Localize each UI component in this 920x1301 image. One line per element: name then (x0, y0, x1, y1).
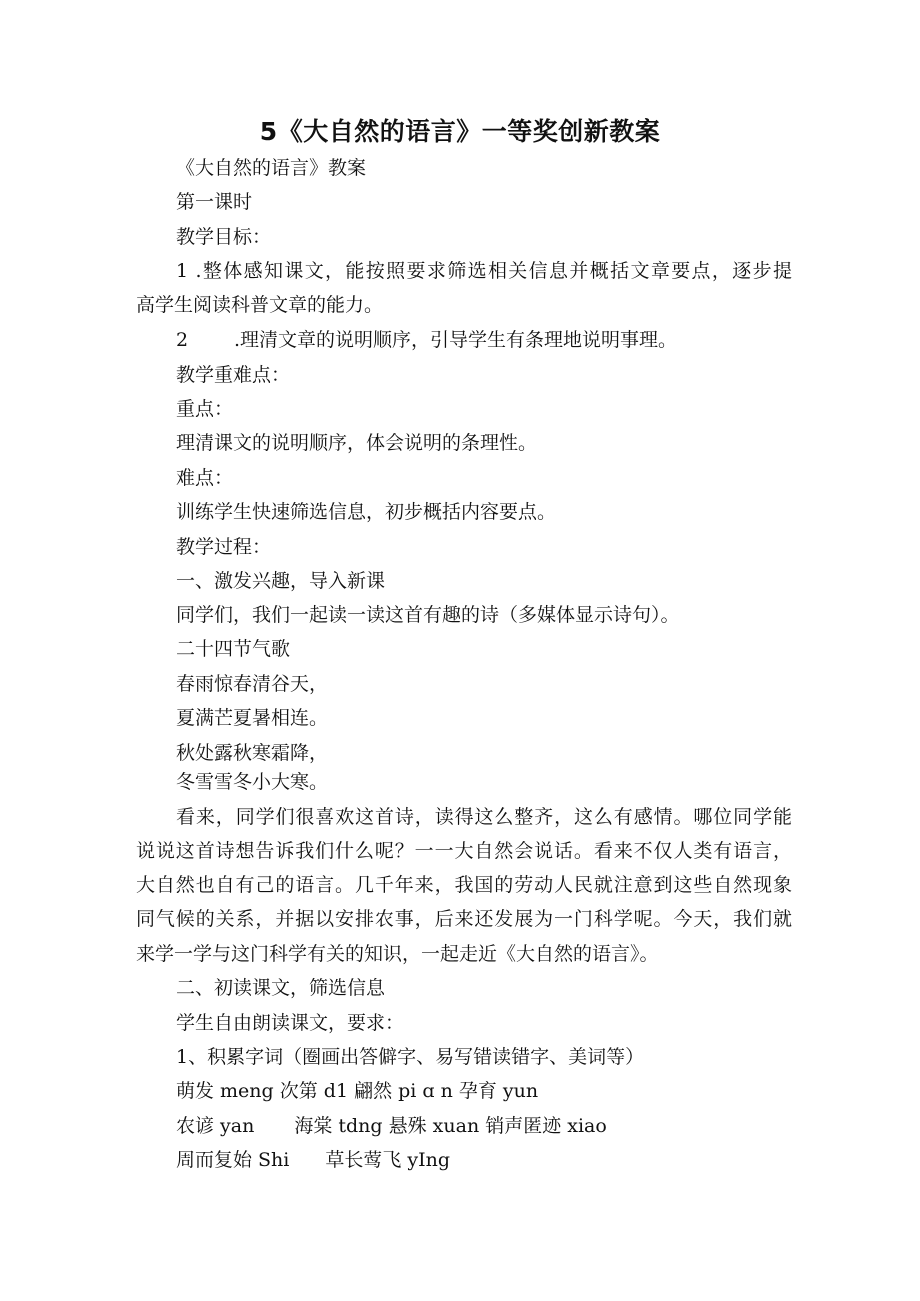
focus-label: 重点： (176, 398, 234, 420)
vocabulary-entry: 周而复始 Shi (176, 1149, 290, 1171)
step-2-intro: 学生自由朗读课文，要求： (176, 1012, 405, 1034)
requirement-1: 1、积累字词（圈画出答僻字、易写错读错字、美词等） (176, 1046, 645, 1068)
paragraph-line: 来学一学与这门科学有关的知识，一起走近《大自然的语言》。 (136, 943, 659, 965)
vocabulary-entries: 海棠 tdng 悬殊 xuan 销声匿迹 xiao (294, 1115, 607, 1137)
vocabulary-entry: 农谚 yan (176, 1115, 255, 1137)
lesson-period: 第一课时 (176, 191, 253, 213)
vocabulary-line-3 (176, 1147, 450, 1173)
poem-line: 春雨惊春清谷天， (176, 673, 329, 695)
poem-title: 二十四节气歌 (176, 638, 291, 660)
goal-2-number: 2 (176, 329, 189, 351)
goal-2 (176, 327, 677, 353)
vocabulary-line-2 (176, 1113, 607, 1139)
lesson-plan-subtitle: 《大自然的语言》教案 (176, 157, 367, 179)
step-1-intro: 同学们，我们一起读一读这首有趣的诗（多媒体显示诗句）。 (176, 604, 680, 626)
goal-1-line-2: 高学生阅读科普文章的能力。 (136, 294, 384, 316)
paragraph-line: 大自然也自有己的语言。几千年来，我国的劳动人民就注意到这些自然现象 (136, 874, 792, 896)
goal-2-text: .理清文章的说明顺序，引导学生有条理地说明事理。 (234, 329, 678, 351)
document-title: 5《大自然的语言》一等奖创新教案 (259, 117, 661, 146)
step-1-heading: 一、激发兴趣，导入新课 (176, 570, 386, 592)
vocabulary-entries: 萌发 meng 次第 d1 翩然 pi ɑ n 孕育 yun (176, 1080, 539, 1102)
poem-line: 冬雪雪冬小大寒。 (176, 771, 329, 793)
vocabulary-line-1 (176, 1078, 538, 1104)
paragraph-line: 看来，同学们很喜欢这首诗，读得这么整齐，这么有感情。哪位同学能 (176, 806, 792, 828)
goal-1-line-1: 1 .整体感知课文，能按照要求筛选相关信息并概括文章要点，逐步提 (176, 260, 792, 282)
difficulty-text: 训练学生快速筛选信息，初步概括内容要点。 (176, 501, 557, 523)
step-2-heading: 二、初读课文，筛选信息 (176, 977, 386, 999)
vocabulary-entry: 草长莺飞 yIng (325, 1149, 451, 1171)
poem-line: 夏满芒夏暑相连。 (176, 707, 329, 729)
teaching-process-heading: 教学过程： (176, 536, 272, 558)
paragraph-line: 说说这首诗想告诉我们什么呢？一一大自然会说话。看来不仅人类有语言， (136, 840, 792, 862)
key-points-heading: 教学重难点： (176, 364, 291, 386)
teaching-goals-heading: 教学目标： (176, 226, 272, 248)
paragraph-line: 同气候的关系，并据以安排农事，后来还发展为一门科学呢。今天，我们就 (136, 908, 792, 930)
focus-text: 理清课文的说明顺序，体会说明的条理性。 (176, 432, 538, 454)
difficulty-label: 难点： (176, 467, 234, 489)
poem-line: 秋处露秋寒霜降， (176, 742, 329, 764)
